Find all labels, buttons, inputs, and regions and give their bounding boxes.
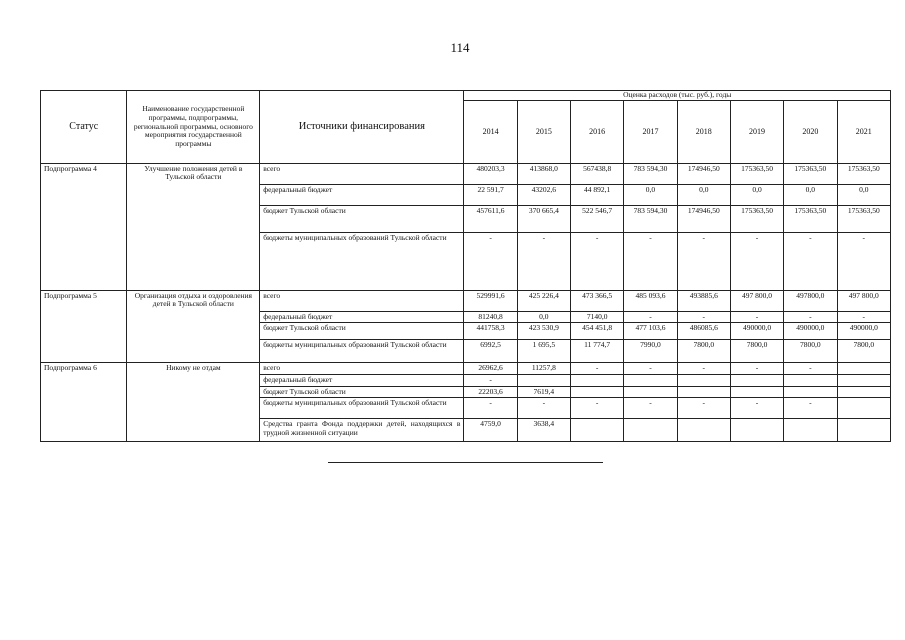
amount-cell: 0,0 — [784, 184, 837, 205]
amount-cell: 480203,3 — [464, 163, 517, 184]
funding-source: федеральный бюджет — [260, 374, 464, 386]
amount-cell: 490000,0 — [837, 323, 891, 340]
amount-cell: 4759,0 — [464, 419, 517, 442]
amount-cell: 174946,50 — [677, 205, 730, 232]
footer-divider — [328, 462, 603, 463]
amount-cell: 567438,8 — [571, 163, 624, 184]
funding-source: бюджеты муниципальных образований Тульской области — [260, 398, 464, 419]
amount-cell — [784, 419, 837, 442]
amount-cell — [624, 374, 677, 386]
year-header: 2017 — [624, 100, 677, 163]
amount-cell: 26962,6 — [464, 363, 517, 375]
amount-cell: 783 594,30 — [624, 163, 677, 184]
amount-cell: 441758,3 — [464, 323, 517, 340]
amount-cell: - — [730, 311, 783, 323]
sources-header: Источники финансирования — [260, 91, 464, 164]
funding-source: федеральный бюджет — [260, 311, 464, 323]
year-header: 2016 — [571, 100, 624, 163]
amount-cell: - — [571, 363, 624, 375]
amount-cell — [730, 386, 783, 398]
amount-cell: 1 695,5 — [517, 340, 570, 363]
amount-cell: 783 594,30 — [624, 205, 677, 232]
funding-source: всего — [260, 290, 464, 311]
amount-cell: 423 530,9 — [517, 323, 570, 340]
amount-cell — [784, 386, 837, 398]
year-header: 2014 — [464, 100, 517, 163]
name-header: Наименование государственной программы, подпрограммы, региональной программы, основного мероприятия государственной программы — [127, 91, 260, 164]
estimate-header: Оценка расходов (тыс. руб.), годы — [464, 91, 891, 101]
program-name: Никому не отдам — [127, 363, 260, 442]
table-body — [41, 163, 891, 442]
amount-cell: 370 665,4 — [517, 205, 570, 232]
funding-source: всего — [260, 363, 464, 375]
amount-cell: 497800,0 — [784, 290, 837, 311]
amount-cell: 7800,0 — [677, 340, 730, 363]
funding-source: бюджеты муниципальных образований Тульской области — [260, 340, 464, 363]
amount-cell: - — [677, 311, 730, 323]
amount-cell: 413868,0 — [517, 163, 570, 184]
amount-cell: 473 366,5 — [571, 290, 624, 311]
year-header: 2020 — [784, 100, 837, 163]
amount-cell: 457611,6 — [464, 205, 517, 232]
funding-source: бюджет Тульской области — [260, 205, 464, 232]
amount-cell: - — [784, 398, 837, 419]
amount-cell: 6992,5 — [464, 340, 517, 363]
amount-cell — [677, 419, 730, 442]
status-header: Статус — [41, 91, 127, 164]
amount-cell: 174946,50 — [677, 163, 730, 184]
amount-cell: 490000,0 — [784, 323, 837, 340]
funding-source: бюджет Тульской области — [260, 386, 464, 398]
amount-cell: 497 800,0 — [730, 290, 783, 311]
amount-cell: - — [464, 232, 517, 290]
amount-cell: 7800,0 — [784, 340, 837, 363]
amount-cell: 11257,8 — [517, 363, 570, 375]
amount-cell: - — [624, 311, 677, 323]
amount-cell: 175363,50 — [730, 205, 783, 232]
amount-cell: 3638,4 — [517, 419, 570, 442]
amount-cell: 522 546,7 — [571, 205, 624, 232]
amount-cell: 175363,50 — [730, 163, 783, 184]
amount-cell: - — [624, 363, 677, 375]
amount-cell: - — [730, 232, 783, 290]
amount-cell: 44 892,1 — [571, 184, 624, 205]
amount-cell — [837, 374, 891, 386]
amount-cell — [571, 374, 624, 386]
amount-cell: 7990,0 — [624, 340, 677, 363]
amount-cell: 485 093,6 — [624, 290, 677, 311]
amount-cell: 7619,4 — [517, 386, 570, 398]
amount-cell: 486085,6 — [677, 323, 730, 340]
funding-source: федеральный бюджет — [260, 184, 464, 205]
amount-cell — [837, 386, 891, 398]
amount-cell — [837, 363, 891, 375]
amount-cell: 0,0 — [677, 184, 730, 205]
funding-source: бюджет Тульской области — [260, 323, 464, 340]
amount-cell — [784, 374, 837, 386]
amount-cell: 175363,50 — [784, 163, 837, 184]
year-header: 2021 — [837, 100, 891, 163]
amount-cell — [517, 374, 570, 386]
year-header: 2015 — [517, 100, 570, 163]
program-name: Организация отдыха и оздоровления детей в Тульской области — [127, 290, 260, 363]
funding-source: Средства гранта Фонда поддержки детей, находящихся в трудной жизненной ситуации — [260, 419, 464, 442]
amount-cell: 529991,6 — [464, 290, 517, 311]
amount-cell: - — [837, 232, 891, 290]
page-number: 114 — [450, 40, 470, 55]
amount-cell: 22 591,7 — [464, 184, 517, 205]
amount-cell — [624, 419, 677, 442]
amount-cell: 477 103,6 — [624, 323, 677, 340]
amount-cell: 43202,6 — [517, 184, 570, 205]
amount-cell: - — [784, 363, 837, 375]
amount-cell: - — [571, 398, 624, 419]
amount-cell: - — [571, 232, 624, 290]
program-status: Подпрограмма 5 — [41, 290, 127, 363]
amount-cell: 7800,0 — [730, 340, 783, 363]
amount-cell — [571, 386, 624, 398]
amount-cell — [571, 419, 624, 442]
amount-cell: 497 800,0 — [837, 290, 891, 311]
amount-cell: - — [837, 311, 891, 323]
amount-cell: 454 451,8 — [571, 323, 624, 340]
amount-cell: 7800,0 — [837, 340, 891, 363]
amount-cell: 0,0 — [730, 184, 783, 205]
amount-cell: 175363,50 — [837, 205, 891, 232]
amount-cell — [730, 374, 783, 386]
amount-cell: 0,0 — [517, 311, 570, 323]
funding-source: бюджеты муниципальных образований Тульской области — [260, 232, 464, 290]
amount-cell: - — [677, 363, 730, 375]
amount-cell — [837, 398, 891, 419]
year-header: 2019 — [730, 100, 783, 163]
amount-cell — [624, 386, 677, 398]
amount-cell: - — [784, 232, 837, 290]
amount-cell: - — [784, 311, 837, 323]
amount-cell — [837, 419, 891, 442]
amount-cell: 11 774,7 — [571, 340, 624, 363]
amount-cell: - — [730, 363, 783, 375]
program-status: Подпрограмма 4 — [41, 163, 127, 290]
amount-cell: 425 226,4 — [517, 290, 570, 311]
amount-cell — [677, 374, 730, 386]
amount-cell: 493885,6 — [677, 290, 730, 311]
amount-cell: 175363,50 — [784, 205, 837, 232]
amount-cell: - — [517, 232, 570, 290]
amount-cell: - — [730, 398, 783, 419]
year-header: 2018 — [677, 100, 730, 163]
table-row — [41, 163, 891, 184]
amount-cell — [730, 419, 783, 442]
amount-cell — [677, 386, 730, 398]
funding-source: всего — [260, 163, 464, 184]
table-row — [41, 363, 891, 375]
amount-cell: 490000,0 — [730, 323, 783, 340]
program-status: Подпрограмма 6 — [41, 363, 127, 442]
budget-table — [40, 90, 891, 442]
amount-cell: - — [624, 398, 677, 419]
amount-cell: 81240,8 — [464, 311, 517, 323]
amount-cell: - — [624, 232, 677, 290]
amount-cell: 0,0 — [624, 184, 677, 205]
amount-cell: - — [464, 374, 517, 386]
program-name: Улучшение положения детей в Тульской области — [127, 163, 260, 290]
amount-cell: - — [677, 398, 730, 419]
amount-cell: 22203,6 — [464, 386, 517, 398]
amount-cell: - — [517, 398, 570, 419]
amount-cell: 175363,50 — [837, 163, 891, 184]
amount-cell: - — [464, 398, 517, 419]
amount-cell: 0,0 — [837, 184, 891, 205]
amount-cell: 7140,0 — [571, 311, 624, 323]
table-row — [41, 290, 891, 311]
amount-cell: - — [677, 232, 730, 290]
